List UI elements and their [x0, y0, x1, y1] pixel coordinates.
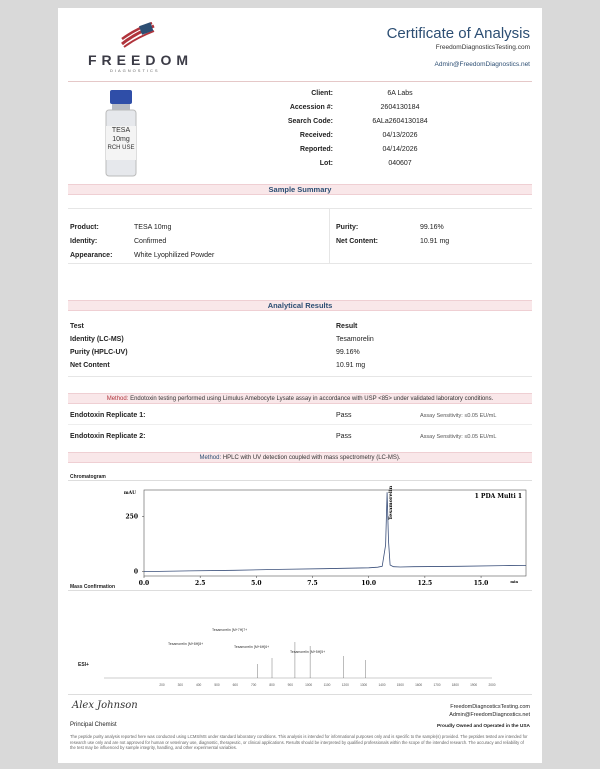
mz-tick-label: 1200 — [341, 683, 349, 687]
appearance-value: White Lyophilized Powder — [134, 252, 215, 259]
mass-peak-label: Tesamorelin [M+7H]7+ — [212, 628, 248, 632]
client-label: Client: — [311, 90, 333, 97]
mz-tick-label: 1700 — [433, 683, 441, 687]
y-tick-label: 250 — [125, 513, 138, 521]
endotoxin-method-banner — [68, 393, 532, 404]
mass-spectrum — [72, 620, 512, 696]
peak-label: Tesamorelin — [388, 485, 395, 520]
chromatogram-chart — [98, 484, 538, 594]
results-row-result: 99.16% — [336, 349, 360, 356]
mz-tick-label: 500 — [214, 683, 220, 687]
detector-legend: 1 PDA Multi 1 — [474, 493, 522, 500]
hplc-method-label: Method: — [199, 455, 222, 461]
results-col-result: Result — [336, 323, 358, 330]
hplc-method-text: HPLC with UV detection coupled with mass spectrometry (LC-MS). — [222, 455, 401, 461]
header-email[interactable]: Admin@FreedomDiagnostics.net — [434, 61, 530, 68]
footer-tagline: Proudly Owned and Operated in the USA — [436, 724, 530, 729]
mz-tick-label: 1900 — [470, 683, 478, 687]
reported-value: 04/14/2026 — [382, 146, 418, 153]
identity-value: Confirmed — [134, 238, 167, 245]
brand-name: FREEDOM — [88, 52, 193, 68]
results-row-test: Net Content — [70, 362, 110, 369]
mz-tick-label: 1500 — [396, 683, 404, 687]
plot-frame — [144, 490, 526, 576]
search-code-label: Search Code: — [287, 118, 333, 125]
appearance-label: Appearance: — [70, 252, 113, 259]
mass-peak-label: Tesamorelin [M+6H]6+ — [234, 645, 270, 649]
header-divider — [68, 81, 532, 82]
mz-tick-label: 1000 — [305, 683, 313, 687]
endotoxin-rep1-sensitivity: Assay Sensitivity: ≤0.05 EU/mL — [420, 413, 497, 419]
lot-value: 040607 — [388, 160, 412, 167]
chromatogram-trace — [144, 492, 526, 571]
mz-tick-label: 1800 — [451, 683, 459, 687]
purity-value: 99.16% — [420, 224, 444, 231]
mass-peak-label: Tesamorelin [M+5H]5+ — [290, 650, 326, 654]
vial-label-name: TESA — [111, 127, 131, 134]
endotoxin-rep1-result: Pass — [336, 412, 352, 419]
vial-label-dose: 10mg — [112, 136, 130, 143]
lot-label: Lot: — [319, 160, 333, 167]
mz-tick-label: 400 — [196, 683, 202, 687]
mz-tick-label: 1600 — [415, 683, 423, 687]
reported-label: Reported: — [299, 146, 333, 153]
esi-label: ESI+ — [78, 662, 89, 668]
signatory-role: Principal Chemist — [70, 722, 117, 728]
x-unit-label: min — [510, 580, 518, 584]
brand-subtitle: DIAGNOSTICS — [110, 68, 160, 73]
received-label: Received: — [299, 132, 333, 139]
mz-tick-label: 300 — [177, 683, 183, 687]
x-tick-label: 10.0 — [361, 580, 377, 587]
footer-email[interactable]: Admin@FreedomDiagnostics.net — [449, 712, 530, 718]
endotoxin-rep2-sensitivity: Assay Sensitivity: ≤0.05 EU/mL — [420, 434, 497, 440]
endotoxin-method-label: Method: — [106, 396, 129, 402]
identity-label: Identity: — [70, 238, 98, 245]
x-tick-label: 0.0 — [138, 580, 150, 587]
mz-tick-label: 900 — [287, 683, 293, 687]
x-tick-label: 15.0 — [473, 580, 489, 587]
results-row-test: Identity (LC-MS) — [70, 336, 124, 343]
y-tick-label: 0 — [133, 568, 138, 576]
x-tick-label: 2.5 — [194, 580, 206, 587]
mz-tick-label: 200 — [159, 683, 165, 687]
certificate-page — [58, 8, 542, 763]
accession-value: 2604130184 — [380, 104, 420, 111]
x-tick-label: 12.5 — [417, 580, 433, 587]
results-row-test: Purity (HPLC-UV) — [70, 349, 128, 356]
client-value: 6A Labs — [387, 90, 413, 97]
mass-peak-label: Tesamorelin [M+8H]8+ — [168, 642, 204, 646]
net-content-value: 10.91 mg — [420, 238, 450, 245]
flag-logo-icon — [120, 22, 156, 48]
product-value: TESA 10mg — [134, 224, 172, 231]
results-row-result: Tesamorelin — [336, 336, 374, 343]
header-website[interactable]: FreedomDiagnosticsTesting.com — [435, 44, 530, 51]
y-unit-label: mAU — [123, 491, 136, 496]
endotoxin-rep1-label: Endotoxin Replicate 1: — [70, 412, 146, 419]
mz-tick-label: 800 — [269, 683, 275, 687]
mass-confirmation-label: Mass Confirmation — [70, 584, 116, 590]
results-col-test: Test — [70, 323, 84, 330]
results-row-result: 10.91 mg — [336, 362, 366, 369]
mz-tick-label: 1400 — [378, 683, 386, 687]
analytical-results-header: Analytical Results — [68, 300, 532, 311]
endotoxin-rep2-label: Endotoxin Replicate 2: — [70, 433, 146, 440]
mz-tick-label: 2000 — [488, 683, 496, 687]
chromatogram-label: Chromatogram — [70, 474, 106, 480]
disclaimer-text: The peptide purity analysis reported here was conducted using LCMS/MS under standard laboratory conditions. This analysis is intended for informational purposes only and is specific to the sample(s) provided. The peptides tested are intended for research use only and are not approved for human or veterinary use, diagnostic, therapeutic, or clinical applications. Results should be interpreted by qualified professionals within the scope of the intended research. The accuracy and reliability of the test may be influenced by sample integrity, handling, and other experimental variables. — [70, 734, 528, 751]
search-code-value: 6ALa2604130184 — [372, 118, 428, 125]
x-tick-label: 5.0 — [251, 580, 262, 587]
signature-image: Alex Johnson — [72, 700, 138, 711]
sample-summary-header: Sample Summary — [68, 184, 532, 195]
footer-website[interactable]: FreedomDiagnosticsTesting.com — [450, 704, 530, 710]
net-content-label: Net Content: — [336, 238, 378, 245]
mz-tick-label: 700 — [251, 683, 257, 687]
product-label: Product: — [70, 224, 99, 231]
accession-label: Accession #: — [289, 104, 333, 111]
x-tick-label: 7.5 — [307, 580, 318, 587]
vial-label-use: RCH USE — [107, 145, 135, 151]
mz-tick-label: 1100 — [323, 683, 331, 687]
received-value: 04/13/2026 — [382, 132, 418, 139]
endotoxin-method-text: Endotoxin testing performed using Limulus Amebocyte Lysate assay in accordance with USP <85> under validated laboratory conditions. — [130, 396, 494, 402]
mz-tick-label: 1300 — [360, 683, 368, 687]
page-title: Certificate of Analysis — [386, 25, 530, 42]
endotoxin-rep2-result: Pass — [336, 433, 352, 440]
purity-label: Purity: — [336, 224, 359, 231]
hplc-method-banner — [68, 452, 532, 463]
mz-tick-label: 600 — [232, 683, 238, 687]
